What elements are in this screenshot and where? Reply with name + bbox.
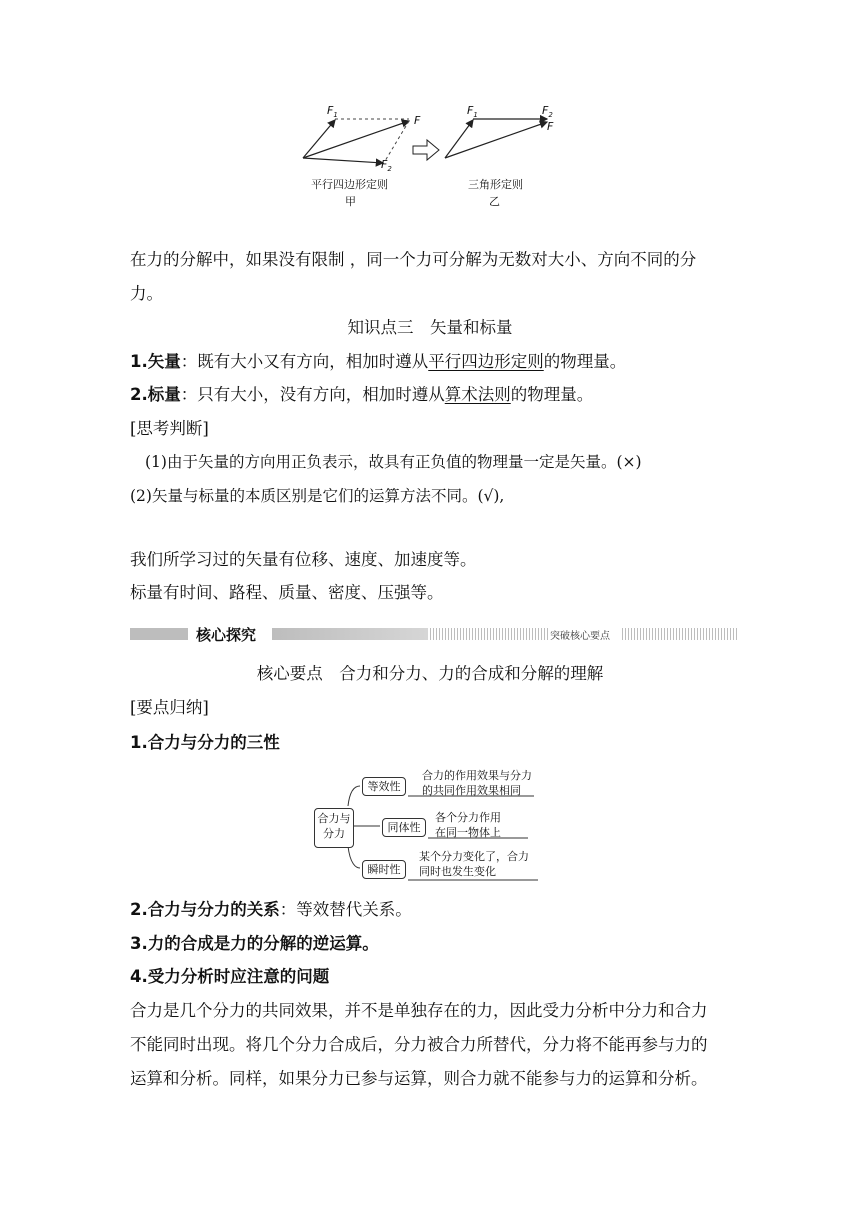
- force-figure: [295, 98, 575, 210]
- point4-title: 4.受力分析时应注意的问题: [130, 967, 330, 986]
- banner-stripes-right: [622, 628, 737, 640]
- label-f1-right-sub: 1: [473, 111, 478, 120]
- point4-line3: 运算和分析。同样，如果分力已参与运算，则合力就不能参与力的运算和分析。: [130, 1069, 708, 1088]
- caption-parallelogram: 平行四边形定则: [311, 178, 388, 191]
- banner-sublabel: 突破核心要点: [550, 631, 610, 642]
- mindmap-desc-same-body: [435, 810, 501, 840]
- label-f-left: F: [414, 114, 421, 127]
- sublabel-jia: 甲: [345, 195, 356, 208]
- banner-bar-mid: [272, 628, 428, 640]
- mindmap-desc-equivalence: [422, 768, 532, 798]
- label-f-right: F: [547, 120, 554, 133]
- point1-title: 1.合力与分力的三性: [130, 733, 280, 752]
- think-q2: (2)矢量与标量的本质区别是它们的运算方法不同。(√),: [130, 487, 505, 505]
- banner-stripes-left: [430, 628, 548, 640]
- label-f2-right-sub: 2: [548, 111, 553, 120]
- mindmap-desc-instantaneity: [419, 849, 529, 879]
- item2-head: 2.标量: [130, 385, 181, 404]
- label-f1-right: F: [467, 104, 474, 117]
- banner-bar-left: [130, 628, 188, 640]
- mindmap: [312, 766, 548, 888]
- point3-title: 3.力的合成是力的分解的逆运算。: [130, 934, 379, 953]
- item1-text-a: ：既有大小又有方向，相加时遵从: [180, 352, 429, 371]
- item1-underline: 平行四边形定则: [428, 352, 544, 371]
- mindmap-node-same-body-label: 同体性: [387, 821, 421, 834]
- item2: [130, 385, 593, 405]
- caption-triangle: 三角形定则: [468, 178, 523, 191]
- label-f2-left-sub: 2: [387, 165, 392, 174]
- mindmap-desc-equivalence-line2: 的共同作用效果相同: [422, 784, 521, 797]
- mindmap-center: [314, 808, 354, 848]
- point4-line1: 合力是几个分力的共同效果，并不是单独存在的力，因此受力分析中分力和合力: [130, 1001, 708, 1020]
- item2-underline: 算术法则: [444, 385, 511, 404]
- label-f1-left: F: [327, 104, 334, 117]
- label-f2-right: F: [542, 104, 549, 117]
- banner-label: 核心探究: [196, 626, 257, 644]
- item2-text-a: ：只有大小，没有方向，相加时遵从: [180, 385, 445, 404]
- mindmap-desc-equivalence-line1: 合力的作用效果与分力: [422, 769, 532, 782]
- mindmap-desc-same-body-line1: 各个分力作用: [435, 811, 501, 824]
- para1-line1: 在力的分解中，如果没有限制 ，同一个力可分解为无数对大小、方向不同的分: [130, 250, 697, 269]
- mindmap-node-instantaneity: [362, 860, 406, 879]
- notes-line1: 我们所学习过的矢量有位移、速度、加速度等。: [130, 550, 477, 569]
- para1-line2: 力。: [130, 284, 163, 303]
- label-f1-left-sub: 1: [333, 111, 338, 120]
- notes-line2: 标量有时间、路程、质量、密度、压强等。: [130, 583, 444, 602]
- mindmap-desc-instantaneity-line1: 某个分力变化了，合力: [419, 850, 529, 863]
- mindmap-center-line1: 合力与: [317, 812, 351, 825]
- point4-line2: 不能同时出现。将几个分力合成后，分力被合力所替代，分力将不能再参与力的: [130, 1035, 708, 1054]
- think-title: [思考判断]: [130, 419, 209, 438]
- label-f2-left: F: [381, 158, 388, 171]
- sublabel-yi: 乙: [489, 195, 500, 208]
- mindmap-desc-instantaneity-line2: 同时也发生变化: [419, 865, 496, 878]
- mindmap-node-equivalence: [362, 777, 406, 796]
- point2-text: ：等效替代关系。: [279, 900, 412, 919]
- item1-text-b: 的物理量。: [543, 352, 627, 371]
- mindmap-node-equivalence-label: 等效性: [367, 780, 401, 793]
- think-q1: (1)由于矢量的方向用正负表示，故具有正负值的物理量一定是矢量。(×): [145, 453, 642, 471]
- mindmap-node-same-body: [382, 818, 426, 837]
- item2-text-b: 的物理量。: [510, 385, 594, 404]
- mindmap-desc-same-body-line2: 在同一物体上: [435, 826, 501, 839]
- section3-title: 知识点三 矢量和标量: [347, 318, 513, 337]
- core-summary: [要点归纳]: [130, 698, 209, 717]
- mindmap-center-line2: 分力: [323, 827, 345, 840]
- section-banner: [130, 624, 737, 644]
- mindmap-node-instantaneity-label: 瞬时性: [367, 863, 401, 876]
- point2: [130, 900, 412, 920]
- item1-head: 1.矢量: [130, 352, 181, 371]
- core-title: 核心要点 合力和分力、力的合成和分解的理解: [256, 664, 604, 683]
- item1: [130, 352, 626, 372]
- point2-head: 2.合力与分力的关系: [130, 900, 280, 919]
